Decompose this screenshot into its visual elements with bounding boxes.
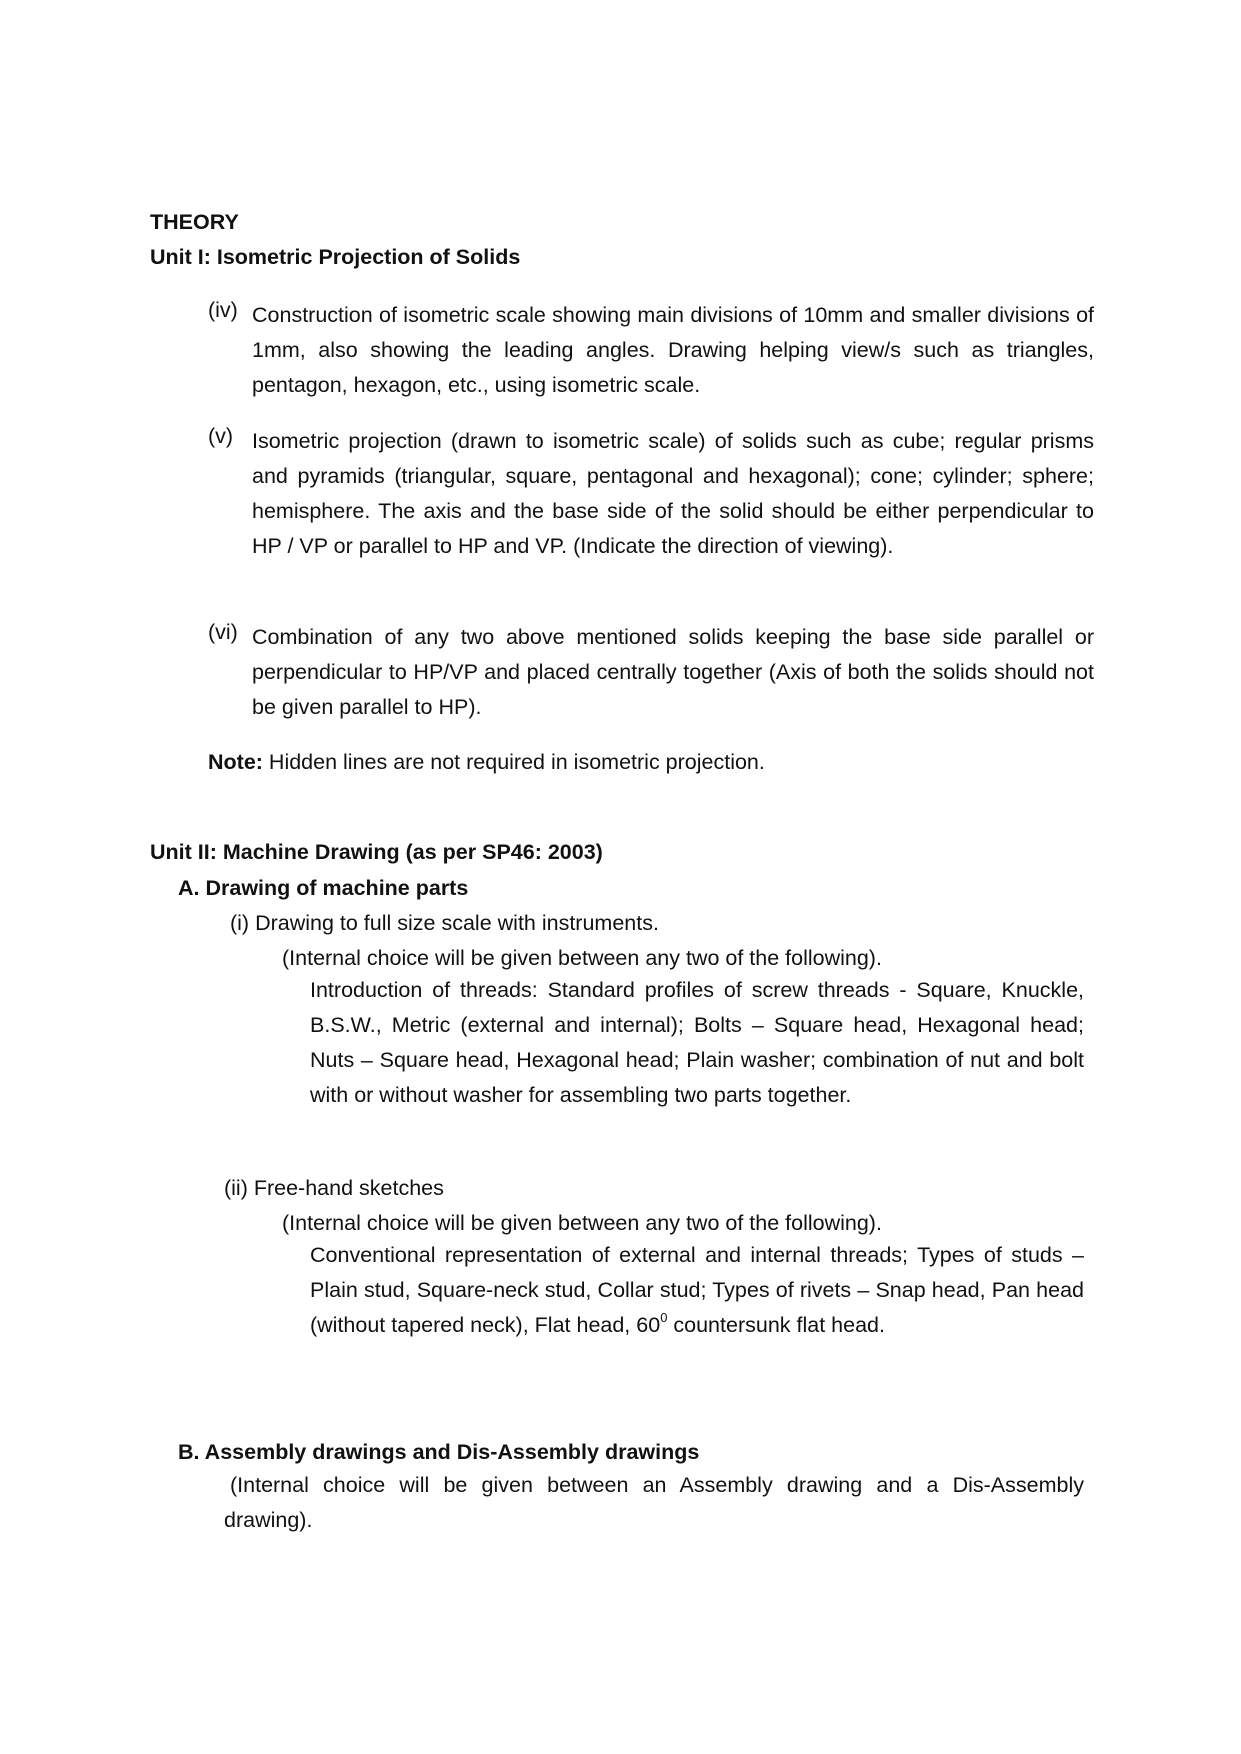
body-text: Conventional representation of external and internal threads; Types of studs – Plain stud, Square-neck stud, Collar stud; Types of rivets – Snap head, Pan head (without tapered neck), Flat head, 60	[310, 1243, 1084, 1337]
item-number: (iv)	[208, 298, 238, 322]
section-a-title: A. Drawing of machine parts	[178, 876, 469, 900]
item-text: Combination of any two above mentioned solids keeping the base side parallel or perpendicular to HP/VP and placed centrally together (Axis of both the solids should not be given parallel to HP).	[252, 625, 1094, 719]
item-number: (vi)	[208, 620, 238, 644]
unit1-item-iv	[208, 298, 1094, 403]
section-a-part2-title: (ii) Free-hand sketches	[224, 1176, 444, 1200]
unit1-title: Unit I: Isometric Projection of Solids	[150, 245, 521, 269]
unit1-note	[208, 750, 765, 775]
theory-heading: THEORY	[150, 210, 239, 234]
unit1-item-v	[208, 424, 1094, 564]
section-b-body: (Internal choice will be given between an Assembly drawing and a Dis-Assembly drawing).	[224, 1473, 1084, 1532]
note-text: Hidden lines are not required in isometric projection.	[262, 750, 765, 774]
section-b-title: B. Assembly drawings and Dis-Assembly drawings	[178, 1440, 700, 1464]
section-a-part2-body	[310, 1238, 1084, 1343]
section-a-part2-choice: (Internal choice will be given between any two of the following).	[282, 1211, 882, 1235]
unit1-item-vi	[208, 620, 1094, 725]
item-number: (v)	[208, 424, 234, 448]
section-a-part1-title: (i) Drawing to full size scale with instruments.	[230, 911, 659, 935]
note-label: Note:	[208, 750, 263, 774]
degree-superscript: 0	[660, 1309, 668, 1325]
item-text: Construction of isometric scale showing main divisions of 10mm and smaller divisions of 1mm, also showing the leading angles. Drawing helping view/s such as triangles, pentagon, hexagon, etc., using isometric scale.	[252, 303, 1094, 397]
section-a-part1-body: Introduction of threads: Standard profiles of screw threads - Square, Knuckle, B.S.W., Metric (external and internal); Bolts – Square head, Hexagonal head; Nuts – Square head, Hexagonal head; Plain washer; combination of nut and bolt with or without washer for assembling two parts together.	[310, 978, 1084, 1107]
item-text: Isometric projection (drawn to isometric scale) of solids such as cube; regular prisms and pyramids (triangular, square, pentagonal and hexagonal); cone; cylinder; sphere; hemisphere. The axis and the base side of the solid should be either perpendicular to HP / VP or parallel to HP and VP. (Indicate the direction of viewing).	[252, 429, 1094, 558]
body-text-end: countersunk flat head.	[667, 1313, 885, 1337]
unit2-title: Unit II: Machine Drawing (as per SP46: 2003)	[150, 840, 603, 864]
section-a-part1-choice: (Internal choice will be given between any two of the following).	[282, 946, 882, 970]
